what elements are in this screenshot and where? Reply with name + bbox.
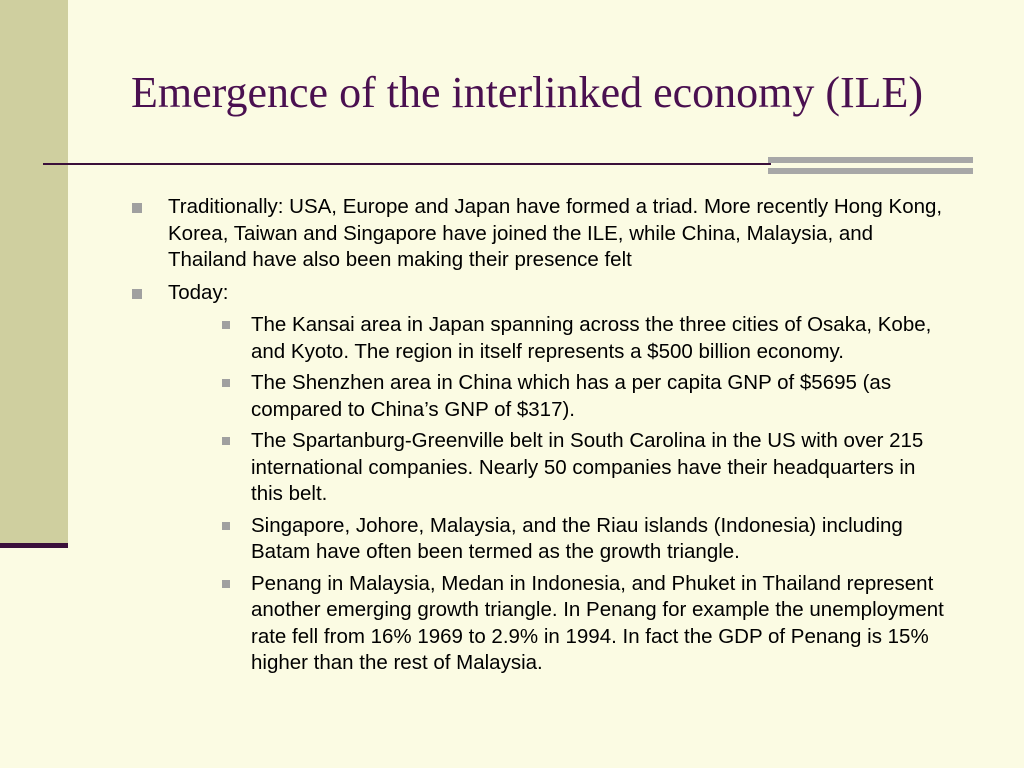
bullet-text: Today: — [168, 280, 229, 304]
square-bullet-icon — [222, 522, 230, 530]
accent-stripes — [768, 157, 973, 174]
title-rule — [43, 163, 771, 165]
square-bullet-icon — [222, 437, 230, 445]
sub-bullet-text: The Shenzhen area in China which has a per capita GNP of $5695 (as compared to China’s GNP of $317). — [251, 371, 892, 421]
side-bar — [0, 0, 68, 545]
square-bullet-icon — [132, 289, 142, 299]
square-bullet-icon — [222, 321, 230, 329]
sub-bullet-text: Penang in Malaysia, Medan in Indonesia, and Phuket in Thailand represent another emerging growth triangle. In Penang for example the unemployment rate fell from 16% 1969 to 2.9% in 1994. In fact the GDP of Penang is 15% higher than the rest of Malaysia. — [251, 571, 944, 674]
square-bullet-icon — [222, 580, 230, 588]
sub-bullet-text: The Kansai area in Japan spanning across the three cities of Osaka, Kobe, and Kyoto. The region in itself represents a $500 billion economy. — [251, 313, 932, 363]
side-bar-rule — [0, 543, 68, 548]
sub-bullet-item — [168, 513, 950, 566]
bullet-list — [130, 194, 950, 677]
bullet-item — [130, 194, 950, 274]
square-bullet-icon — [222, 379, 230, 387]
square-bullet-icon — [132, 203, 142, 213]
sub-bullet-text: Singapore, Johore, Malaysia, and the Riau islands (Indonesia) including Batam have often been termed as the growth triangle. — [251, 513, 903, 563]
accent-stripe — [768, 168, 973, 174]
bullet-item — [130, 280, 950, 677]
sub-bullet-text: The Spartanburg-Greenville belt in South Carolina in the US with over 215 international companies. Nearly 50 companies have their headquarters in this belt. — [251, 429, 924, 505]
sub-bullet-list — [168, 312, 950, 677]
bullet-text: Traditionally: USA, Europe and Japan have formed a triad. More recently Hong Kong, Korea, Taiwan and Singapore have joined the ILE, while China, Malaysia, and Thailand have also been making their presence felt — [168, 195, 943, 271]
sub-bullet-item — [168, 312, 950, 365]
slide-body — [130, 194, 950, 683]
sub-bullet-item — [168, 571, 950, 677]
sub-bullet-item — [168, 428, 950, 508]
sub-bullet-item — [168, 370, 950, 423]
slide-title: Emergence of the interlinked economy (ILE) — [131, 68, 924, 117]
